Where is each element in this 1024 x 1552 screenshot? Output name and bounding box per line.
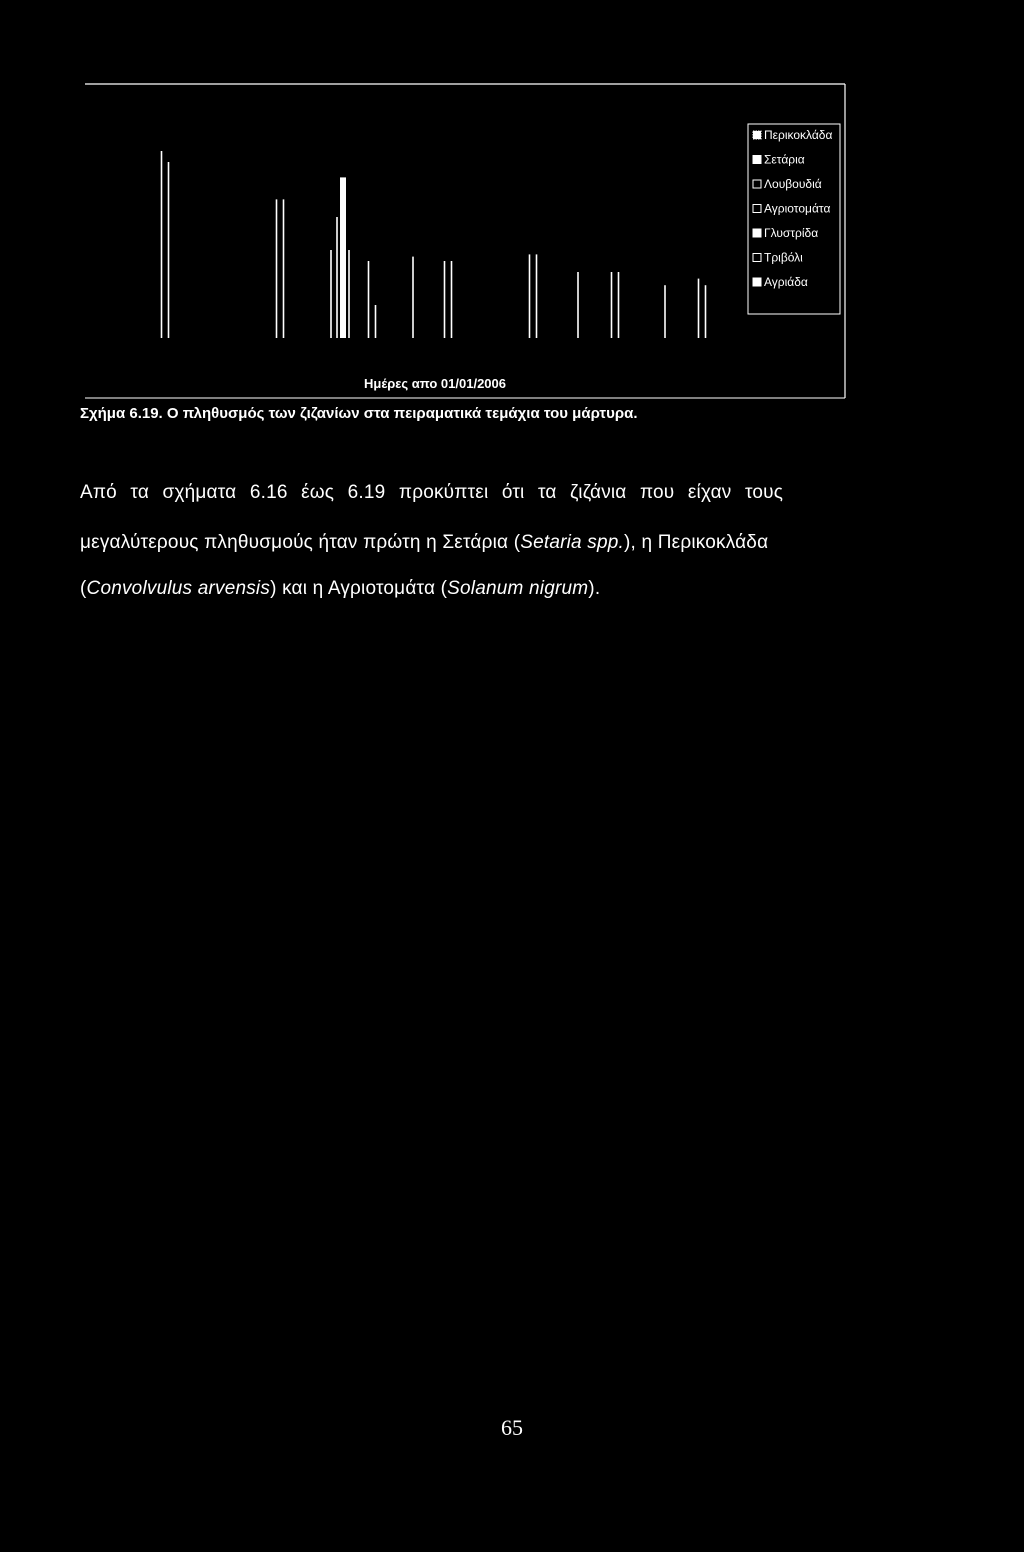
legend-swatch	[753, 180, 761, 188]
bar	[340, 177, 346, 338]
paragraph-line-1	[80, 482, 940, 504]
legend-label: Λουβουδιά	[764, 177, 822, 191]
legend-label: Τριβόλι	[764, 250, 803, 265]
text-segment: Από τα σχήματα 6.16 έως 6.19 προκύπτει ότι τα ζιζάνια που είχαν τους	[80, 482, 784, 503]
legend-swatch	[753, 156, 761, 164]
legend-swatch	[753, 278, 761, 286]
text-segment: ).	[588, 578, 601, 599]
legend-label: Περικοκλάδα	[764, 128, 833, 142]
legend-swatch	[753, 229, 761, 237]
weed-population-chart	[0, 0, 1024, 420]
bar-layer	[162, 151, 706, 338]
legend-swatch	[753, 205, 761, 213]
page-number: 65	[501, 1415, 523, 1440]
legend-label: Σετάρια	[764, 152, 805, 167]
x-axis-label: Ημέρες απο 01/01/2006	[364, 376, 506, 391]
paragraph-line-2	[80, 532, 940, 554]
paragraph-line-3	[80, 578, 940, 600]
text-segment: μεγαλύτερους πληθυσμούς ήταν πρώτη η Σετάρια (	[80, 532, 521, 553]
legend-swatch	[753, 254, 761, 262]
legend	[748, 124, 840, 314]
legend-label: Αγριάδα	[764, 275, 808, 289]
figure-caption: Σχήμα 6.19. Ο πληθυσμός των ζιζανίων στα πειραματικά τεμάχια του μάρτυρα.	[80, 405, 638, 422]
legend-swatch	[753, 131, 761, 139]
legend-label: Γλυστρίδα	[764, 226, 819, 240]
text-segment: Solanum nigrum	[447, 578, 589, 599]
text-segment: Convolvulus arvensis	[86, 578, 271, 599]
text-segment: ), η Περικοκλάδα	[624, 532, 769, 553]
text-segment: Setaria spp.	[520, 532, 625, 553]
legend-label: Αγριοτομάτα	[764, 201, 831, 216]
text-segment: ) και η Αγριοτομάτα (	[270, 578, 448, 599]
text-segment: (	[80, 578, 87, 599]
